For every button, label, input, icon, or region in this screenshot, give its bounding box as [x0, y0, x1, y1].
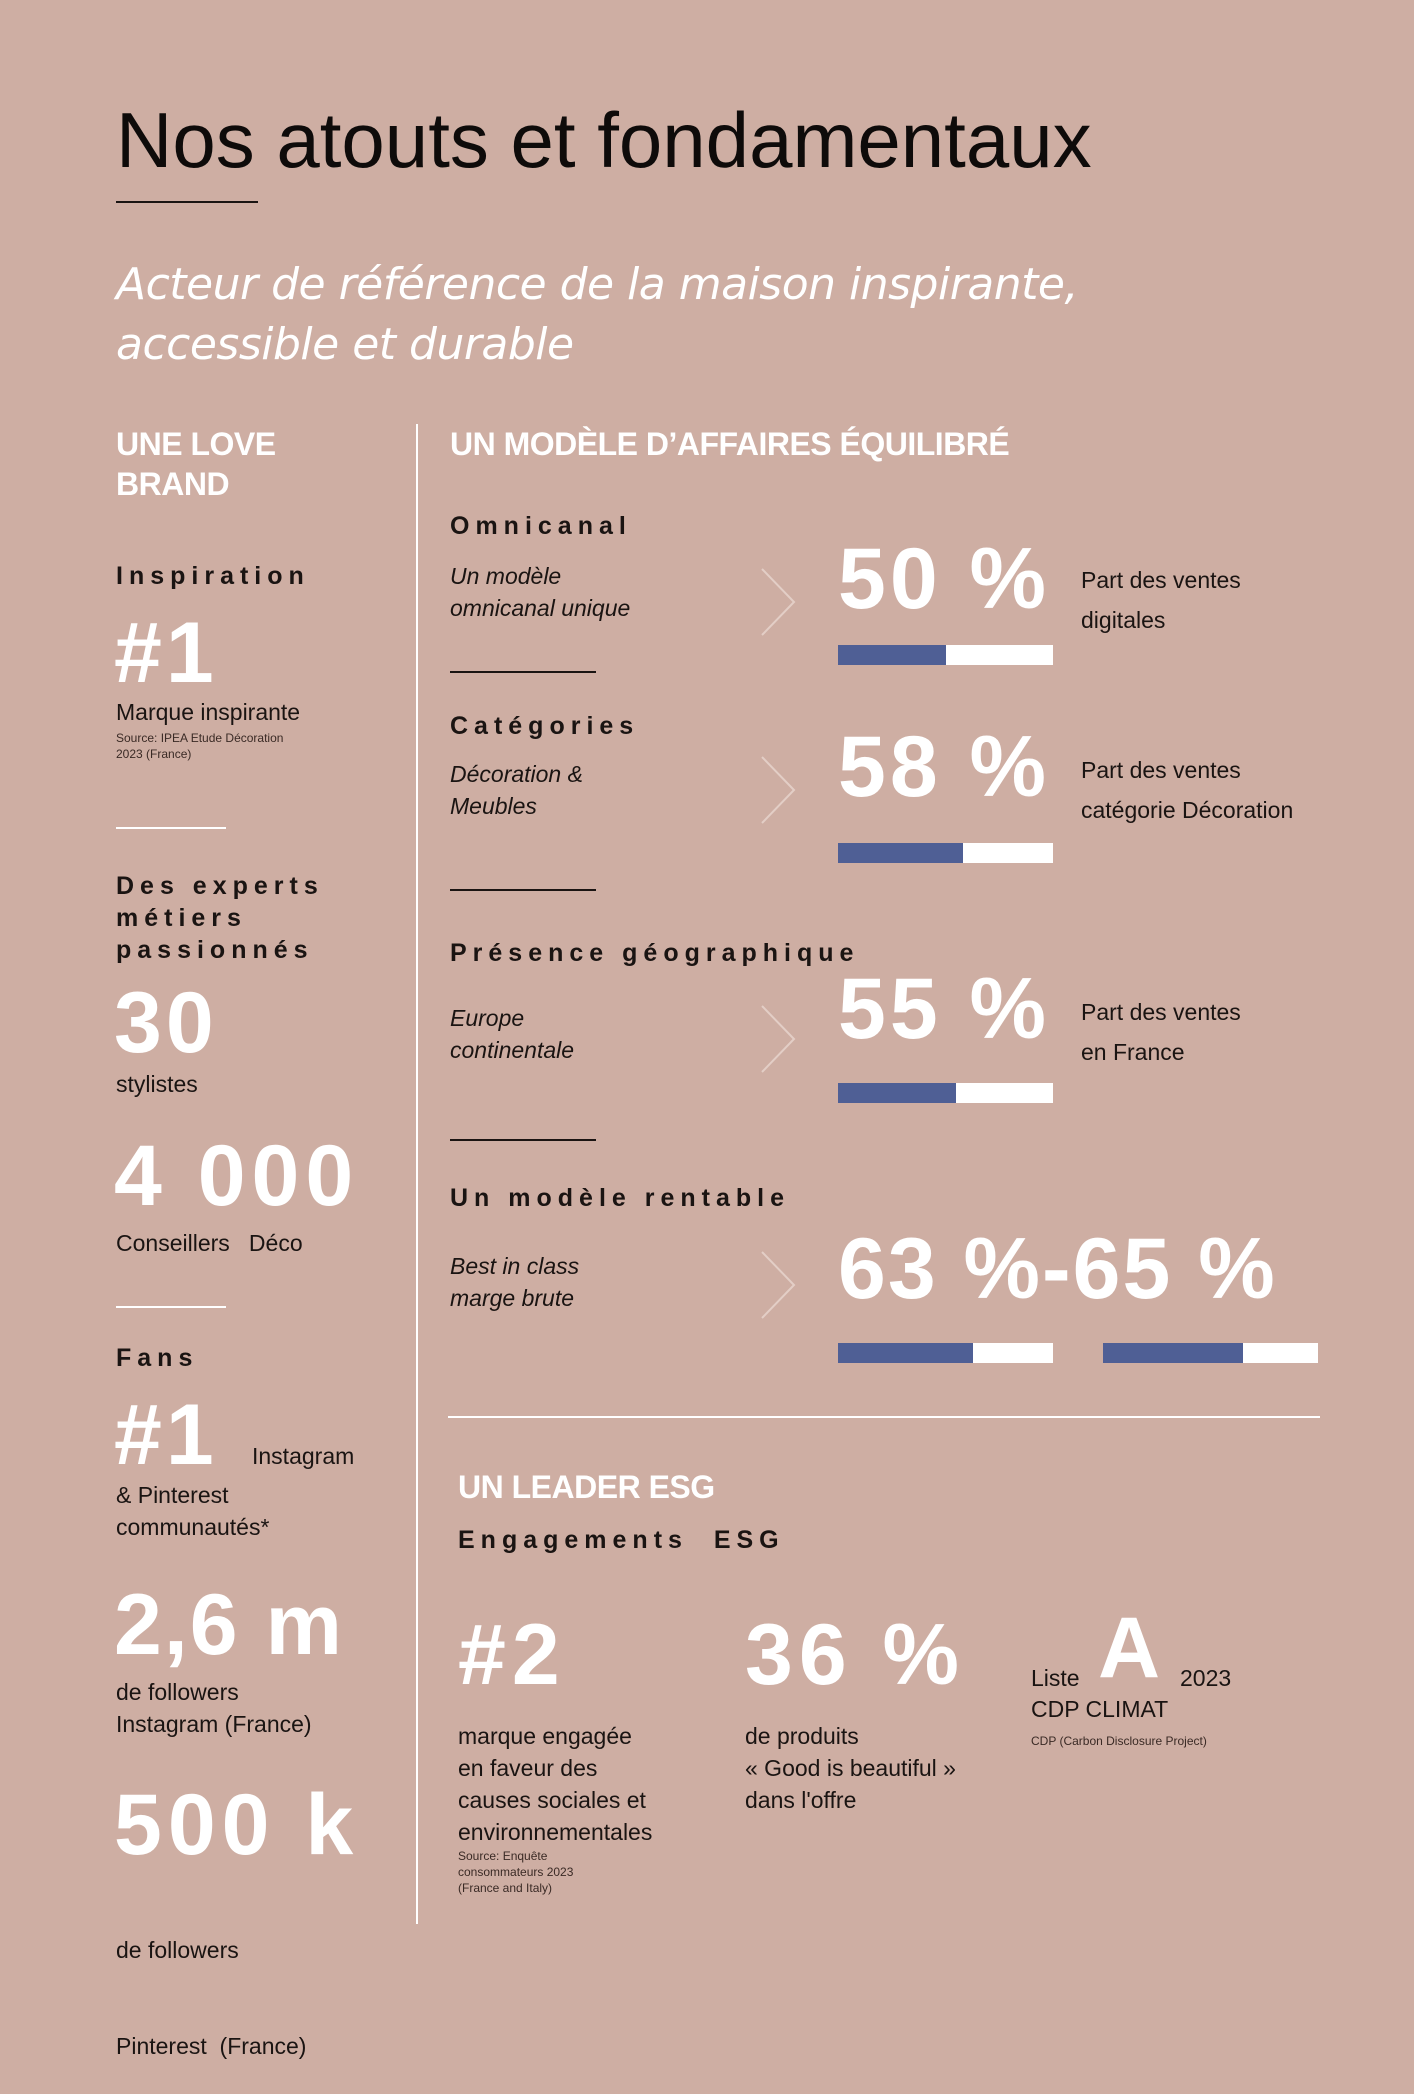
- margin-high-progress-bar: [1103, 1343, 1318, 1363]
- categories-desc: [450, 758, 583, 822]
- chevron-right-icon: [758, 1004, 798, 1074]
- cdp-grade: A: [1098, 1600, 1161, 1696]
- geography-desc-line-1: Europe: [450, 1005, 525, 1031]
- geography-caption: [1081, 992, 1241, 1072]
- geography-progress-bar: [838, 1083, 1053, 1103]
- progress-fill: [838, 843, 963, 863]
- instagram-followers-line-1: de followers: [116, 1679, 239, 1705]
- cdp-note: CDP (Carbon Disclosure Project): [1031, 1734, 1207, 1748]
- profitability-desc-line-1: Best in class: [450, 1253, 580, 1279]
- omnicanal-caption: [1081, 560, 1241, 640]
- fans-value: #1: [114, 1387, 218, 1483]
- profitability-label: Un modèle rentable: [450, 1184, 790, 1212]
- esg-label: Engagements ESG: [458, 1526, 785, 1554]
- categories-value: 58 %: [838, 719, 1051, 815]
- profitability-value: 63 %-65 %: [838, 1221, 1277, 1317]
- pinterest-followers-line-2: Pinterest (France): [116, 2033, 307, 2059]
- inspiration-desc: Marque inspirante: [116, 699, 301, 725]
- experts-label: [116, 870, 324, 966]
- geography-caption-line-1: Part des ventes: [1081, 999, 1241, 1025]
- fans-desc-line-1: & Pinterest: [116, 1482, 229, 1508]
- omnicanal-desc-line-1: Un modèle: [450, 563, 562, 589]
- love-brand-heading-line-2: BRAND: [116, 466, 230, 502]
- stylists-desc: stylistes: [116, 1071, 198, 1097]
- stylists-value: 30: [114, 975, 218, 1071]
- esg-products-line-3: dans l'offre: [745, 1787, 857, 1813]
- progress-fill: [1103, 1343, 1243, 1363]
- section-divider: [448, 1416, 1320, 1418]
- chevron-right-icon: [758, 1250, 798, 1320]
- divider: [450, 889, 596, 891]
- divider: [450, 671, 596, 673]
- experts-label-line-3: passionnés: [116, 936, 314, 964]
- progress-fill: [838, 645, 946, 665]
- inspiration-source-line-2: 2023 (France): [116, 747, 192, 761]
- cdp-year: 2023: [1180, 1665, 1232, 1691]
- progress-fill: [838, 1083, 956, 1103]
- omnicanal-progress-bar: [838, 645, 1053, 665]
- experts-label-line-2: métiers: [116, 904, 247, 932]
- experts-label-line-1: Des experts: [116, 872, 324, 900]
- divider: [116, 827, 226, 829]
- esg-rank-line-1: marque engagée: [458, 1723, 632, 1749]
- esg-source-line-3: (France and Italy): [458, 1881, 553, 1895]
- advisors-desc: Conseillers Déco: [116, 1230, 303, 1256]
- geography-label: Présence géographique: [450, 939, 860, 967]
- cdp-line: CDP CLIMAT: [1031, 1696, 1169, 1722]
- margin-low-progress-bar: [838, 1343, 1053, 1363]
- categories-caption: [1081, 750, 1293, 830]
- divider: [450, 1139, 596, 1141]
- subtitle-line-1: Acteur de référence de la maison inspirante,: [116, 259, 1078, 310]
- categories-label: Catégories: [450, 712, 640, 740]
- esg-source-line-1: Source: Enquête: [458, 1849, 548, 1863]
- pinterest-followers-line-1: de followers: [116, 1937, 239, 1963]
- advisors-value: 4 000: [114, 1128, 360, 1224]
- omnicanal-caption-line-1: Part des ventes: [1081, 567, 1241, 593]
- business-heading: UN MODÈLE D’AFFAIRES ÉQUILIBRÉ: [450, 426, 1010, 462]
- page-subtitle: [116, 255, 1078, 375]
- cdp-prefix: Liste: [1031, 1665, 1080, 1691]
- esg-products-line-2: « Good is beautiful »: [745, 1755, 956, 1781]
- categories-progress-bar: [838, 843, 1053, 863]
- esg-heading: UN LEADER ESG: [458, 1469, 715, 1505]
- geography-desc: [450, 1002, 574, 1066]
- esg-rank-line-2: en faveur des: [458, 1755, 598, 1781]
- profitability-desc: [450, 1250, 579, 1314]
- chevron-right-icon: [758, 755, 798, 825]
- pinterest-followers-value: 500 k: [114, 1777, 360, 1873]
- chevron-right-icon: [758, 567, 798, 637]
- omnicanal-desc-line-2: omnicanal unique: [450, 595, 631, 621]
- fans-desc-line-2: communautés*: [116, 1514, 270, 1540]
- esg-rank-line-3: causes sociales et: [458, 1787, 646, 1813]
- categories-desc-line-1: Décoration &: [450, 761, 583, 787]
- omnicanal-value: 50 %: [838, 531, 1051, 627]
- title-underline: [116, 201, 258, 203]
- esg-rank-source: [458, 1848, 573, 1896]
- esg-rank-desc: [458, 1720, 652, 1848]
- categories-caption-line-1: Part des ventes: [1081, 757, 1241, 783]
- geography-caption-line-2: en France: [1081, 1039, 1185, 1065]
- instagram-followers-line-2: Instagram (France): [116, 1711, 312, 1737]
- instagram-followers-desc: [116, 1676, 312, 1740]
- fans-inline: Instagram: [252, 1443, 355, 1469]
- subtitle-line-2: accessible et durable: [116, 319, 574, 370]
- esg-products-desc: [745, 1720, 956, 1816]
- divider: [116, 1306, 226, 1308]
- fans-label: Fans: [116, 1344, 199, 1372]
- geography-value: 55 %: [838, 961, 1051, 1057]
- esg-products-line-1: de produits: [745, 1723, 859, 1749]
- column-divider: [416, 424, 418, 1924]
- categories-caption-line-2: catégorie Décoration: [1081, 797, 1294, 823]
- inspiration-source: [116, 730, 283, 762]
- instagram-followers-value: 2,6 m: [114, 1577, 344, 1673]
- geography-desc-line-2: continentale: [450, 1037, 575, 1063]
- love-brand-heading-line-1: UNE LOVE: [116, 426, 276, 462]
- inspiration-source-line-1: Source: IPEA Etude Décoration: [116, 731, 284, 745]
- fans-desc: [116, 1479, 269, 1543]
- profitability-desc-line-2: marge brute: [450, 1285, 575, 1311]
- esg-rank-line-4: environnementales: [458, 1819, 653, 1845]
- esg-products-value: 36 %: [745, 1607, 966, 1703]
- inspiration-label: Inspiration: [116, 562, 310, 590]
- inspiration-value: #1: [114, 605, 218, 701]
- pinterest-followers-desc: [116, 1870, 306, 2094]
- esg-rank-value: #2: [458, 1607, 566, 1703]
- categories-desc-line-2: Meubles: [450, 793, 537, 819]
- omnicanal-caption-line-2: digitales: [1081, 607, 1166, 633]
- omnicanal-label: Omnicanal: [450, 512, 632, 540]
- omnicanal-desc: [450, 560, 630, 624]
- page-title: Nos atouts et fondamentaux: [116, 96, 1092, 184]
- progress-fill: [838, 1343, 973, 1363]
- esg-source-line-2: consommateurs 2023: [458, 1865, 574, 1879]
- love-brand-heading: [116, 424, 276, 504]
